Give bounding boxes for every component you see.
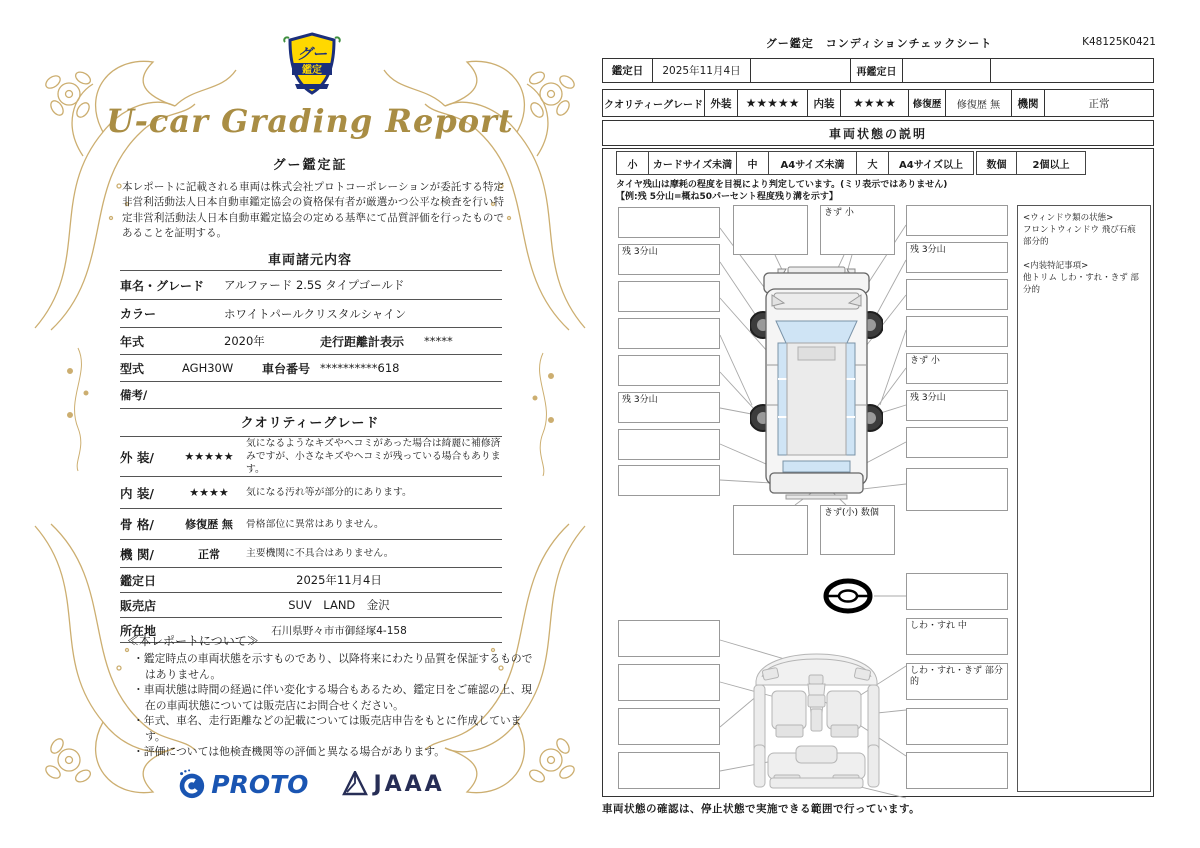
legend-size: 中	[737, 152, 769, 174]
annotation-box: 残 3分山	[906, 242, 1008, 273]
proto-logo-text: PROTO	[211, 769, 309, 799]
jaaa-logo-icon	[342, 771, 368, 797]
repair-value-cell: 修復歴 無	[946, 90, 1012, 116]
grade-summary-label: クオリティーグレード	[603, 90, 705, 116]
grade-desc: 気になる汚れ等が部分的にあります。	[246, 487, 412, 498]
grading-report-page	[35, 28, 585, 826]
count-legend	[976, 151, 1086, 175]
date-empty-cell	[991, 59, 1153, 82]
ext-label-cell: 外装	[705, 90, 738, 116]
spec-model-label: 型式	[120, 361, 145, 376]
annotation-box: きず(小) 数個	[820, 505, 895, 555]
grade-label: 外 装/	[120, 449, 154, 465]
redate-value-cell	[903, 59, 991, 82]
int-stars-cell: ★★★★	[841, 90, 909, 116]
annotation-box: きず 小	[906, 353, 1008, 384]
grade-row-frame	[120, 508, 502, 539]
window-notes-text: フロントウィンドウ 飛び石痕 部分的	[1023, 225, 1136, 247]
grade-table	[120, 436, 502, 643]
spec-year-label: 年式	[120, 334, 145, 349]
grade-row-exterior	[120, 436, 502, 476]
grade-label: 機 関/	[120, 546, 154, 562]
spec-year-value: 2020年	[224, 334, 265, 348]
legend-size: 数個	[977, 152, 1017, 174]
spec-row-name	[120, 271, 502, 300]
grade-desc: 骨格部位に異常はありません。	[246, 518, 384, 530]
spec-row-year	[120, 328, 502, 355]
report-intro: 本レポートに記載される車両は株式会社プロトコーポレーションが委託する特定非営利活動法人日本自動車鑑定協会の資格保有者が厳選かつ公平な検査を行い特定非営利活動法人日本自動車鑑定協会の定める基準にて品質評価を行ったものであることを証明する。	[122, 181, 504, 239]
info-value: 2025年11月4日	[296, 573, 382, 587]
grade-label: 内 装/	[120, 485, 154, 501]
grade-row-interior	[120, 476, 502, 508]
annotation-box: しわ・すれ 中	[906, 618, 1008, 655]
legend-desc: 2個以上	[1032, 159, 1070, 171]
tire-note-line1: タイヤ残山は摩耗の程度を目視により判定しています。(ミリ表示ではありません)	[616, 180, 948, 190]
spec-row-model	[120, 355, 502, 382]
engine-label-cell: 機関	[1012, 90, 1045, 116]
spec-heading: 車両諸元内容	[267, 253, 352, 268]
proto-logo-icon	[175, 768, 207, 800]
spec-color-value: ホワイトパールクリスタルシャイン	[224, 306, 407, 321]
svg-text:グー: グー	[296, 45, 328, 63]
info-value: 石川県野々市市御経塚4-158	[271, 624, 407, 637]
info-label: 所在地	[120, 623, 157, 638]
legend-desc: A4サイズ未満	[769, 152, 857, 174]
about-bullet: ・車両状態は時間の経過に伴い変化する場合もあるため、鑑定日をご確認の上、現在の車両状態については販売店にお問合せください。	[133, 683, 533, 712]
grade-desc: 気になるようなキズやヘコミがあった場合は綺麗に補修済みですが、小さなキズやヘコミが残っている場合もあります。	[246, 438, 501, 475]
date-label-cell: 鑑定日	[603, 59, 653, 82]
spec-table	[120, 270, 502, 409]
spec-vin-label: 車台番号	[262, 361, 311, 376]
spec-model-value: AGH30W	[182, 361, 234, 375]
interior-notes-text: 他トリム しわ・すれ・きず 部分的	[1023, 273, 1139, 295]
legend-size: 小	[617, 152, 649, 174]
grade-heading: クオリティーグレード	[240, 416, 380, 431]
size-legend	[616, 151, 974, 175]
tire-note-line2: 【例:残 5分山=概ね50パーセント程度残り溝を示す】	[616, 191, 838, 202]
legend-size: 大	[857, 152, 889, 174]
about-section	[127, 632, 535, 760]
spec-vin-value: **********618	[320, 361, 400, 375]
date-empty-cell	[751, 59, 851, 82]
about-heading: ≪本レポートについて≫	[127, 634, 259, 648]
car-top-view-diagram	[750, 265, 883, 500]
info-label: 鑑定日	[120, 573, 157, 588]
info-label: 販売店	[120, 598, 157, 613]
steering-wheel-icon	[822, 578, 874, 615]
spec-odo-label: 走行距離計表示	[320, 334, 405, 349]
sheet-footer-note: 車両状態の確認は、停止状態で実施できる範囲で行っています。	[602, 803, 921, 815]
cabin-interior-diagram	[750, 635, 883, 792]
annotation-box: きず 小	[820, 205, 895, 255]
proto-logo	[175, 768, 308, 800]
info-row-dealer	[120, 592, 502, 617]
about-bullet: ・年式、車名、走行距離などの記載については販売店申告をもとに作成しています。	[133, 714, 522, 743]
repair-label-cell: 修復歴	[909, 90, 946, 116]
condition-check-sheet-page	[600, 30, 1158, 825]
report-title: U-car Grading Report	[106, 102, 514, 140]
grade-summary-table	[602, 89, 1154, 117]
annotation-box: 残 3分山	[618, 244, 720, 275]
spec-name-label: 車名・グレード	[120, 278, 205, 293]
footer-logos	[35, 768, 585, 800]
window-notes-heading: <ウィンドウ類の状態>	[1023, 213, 1114, 223]
legend-desc: カードサイズ未満	[649, 152, 737, 174]
redate-label-cell: 再鑑定日	[851, 59, 903, 82]
annotation-box: しわ・すれ・きず 部分的	[906, 663, 1008, 700]
grade-label: 骨 格/	[120, 517, 154, 532]
ext-stars-cell: ★★★★★	[738, 90, 808, 116]
int-label-cell: 内装	[808, 90, 841, 116]
report-subtitle: グー鑑定証	[272, 158, 348, 173]
spec-color-label: カラー	[120, 307, 157, 321]
interior-notes-heading: <内装特記事項>	[1023, 261, 1089, 271]
sheet-title: グー鑑定 コンディションチェックシート	[765, 37, 993, 50]
tire-note	[616, 180, 1036, 203]
svg-text:鑑定: 鑑定	[302, 65, 322, 76]
legend-desc: A4サイズ以上	[899, 159, 963, 171]
date-value-cell: 2025年11月4日	[653, 59, 751, 82]
grade-stars: ★★★★★	[184, 450, 234, 463]
spec-odo-value: *****	[424, 334, 453, 348]
grade-value: 正常	[198, 547, 220, 561]
spec-notes-label: 備考/	[120, 388, 148, 402]
engine-value-cell: 正常	[1088, 97, 1110, 110]
jaaa-logo	[342, 771, 444, 797]
spec-name-value: アルファード 2.5S タイプゴールド	[224, 278, 405, 292]
section-title-band: 車両状態の説明	[602, 120, 1154, 146]
goo-kantei-badge-icon	[283, 32, 341, 98]
annotation-box: 残 3分山	[906, 390, 1008, 421]
spec-row-notes	[120, 382, 502, 409]
sheet-code: K48125K0421	[1082, 36, 1156, 48]
spec-row-color	[120, 300, 502, 328]
info-row-date	[120, 567, 502, 592]
date-table	[602, 58, 1154, 83]
jaaa-logo-text: JAAA	[373, 771, 445, 797]
flourish-left-edge	[60, 343, 96, 473]
annotation-box: 残 3分山	[618, 392, 720, 423]
notes-panel	[1017, 205, 1151, 792]
about-bullet: ・評価については他検査機関等の評価と異なる場合があります。	[133, 745, 446, 758]
info-value: SUV LAND 金沢	[288, 598, 390, 612]
grade-desc: 主要機関に不具合はありません。	[246, 548, 394, 559]
grade-row-engine	[120, 539, 502, 567]
grade-stars: ★★★★	[189, 486, 229, 499]
grade-value: 修復歴 無	[185, 518, 233, 531]
about-bullet: ・鑑定時点の車両状態を示すものであり、以降将来にわたり品質を保証するものではありません。	[133, 652, 533, 681]
